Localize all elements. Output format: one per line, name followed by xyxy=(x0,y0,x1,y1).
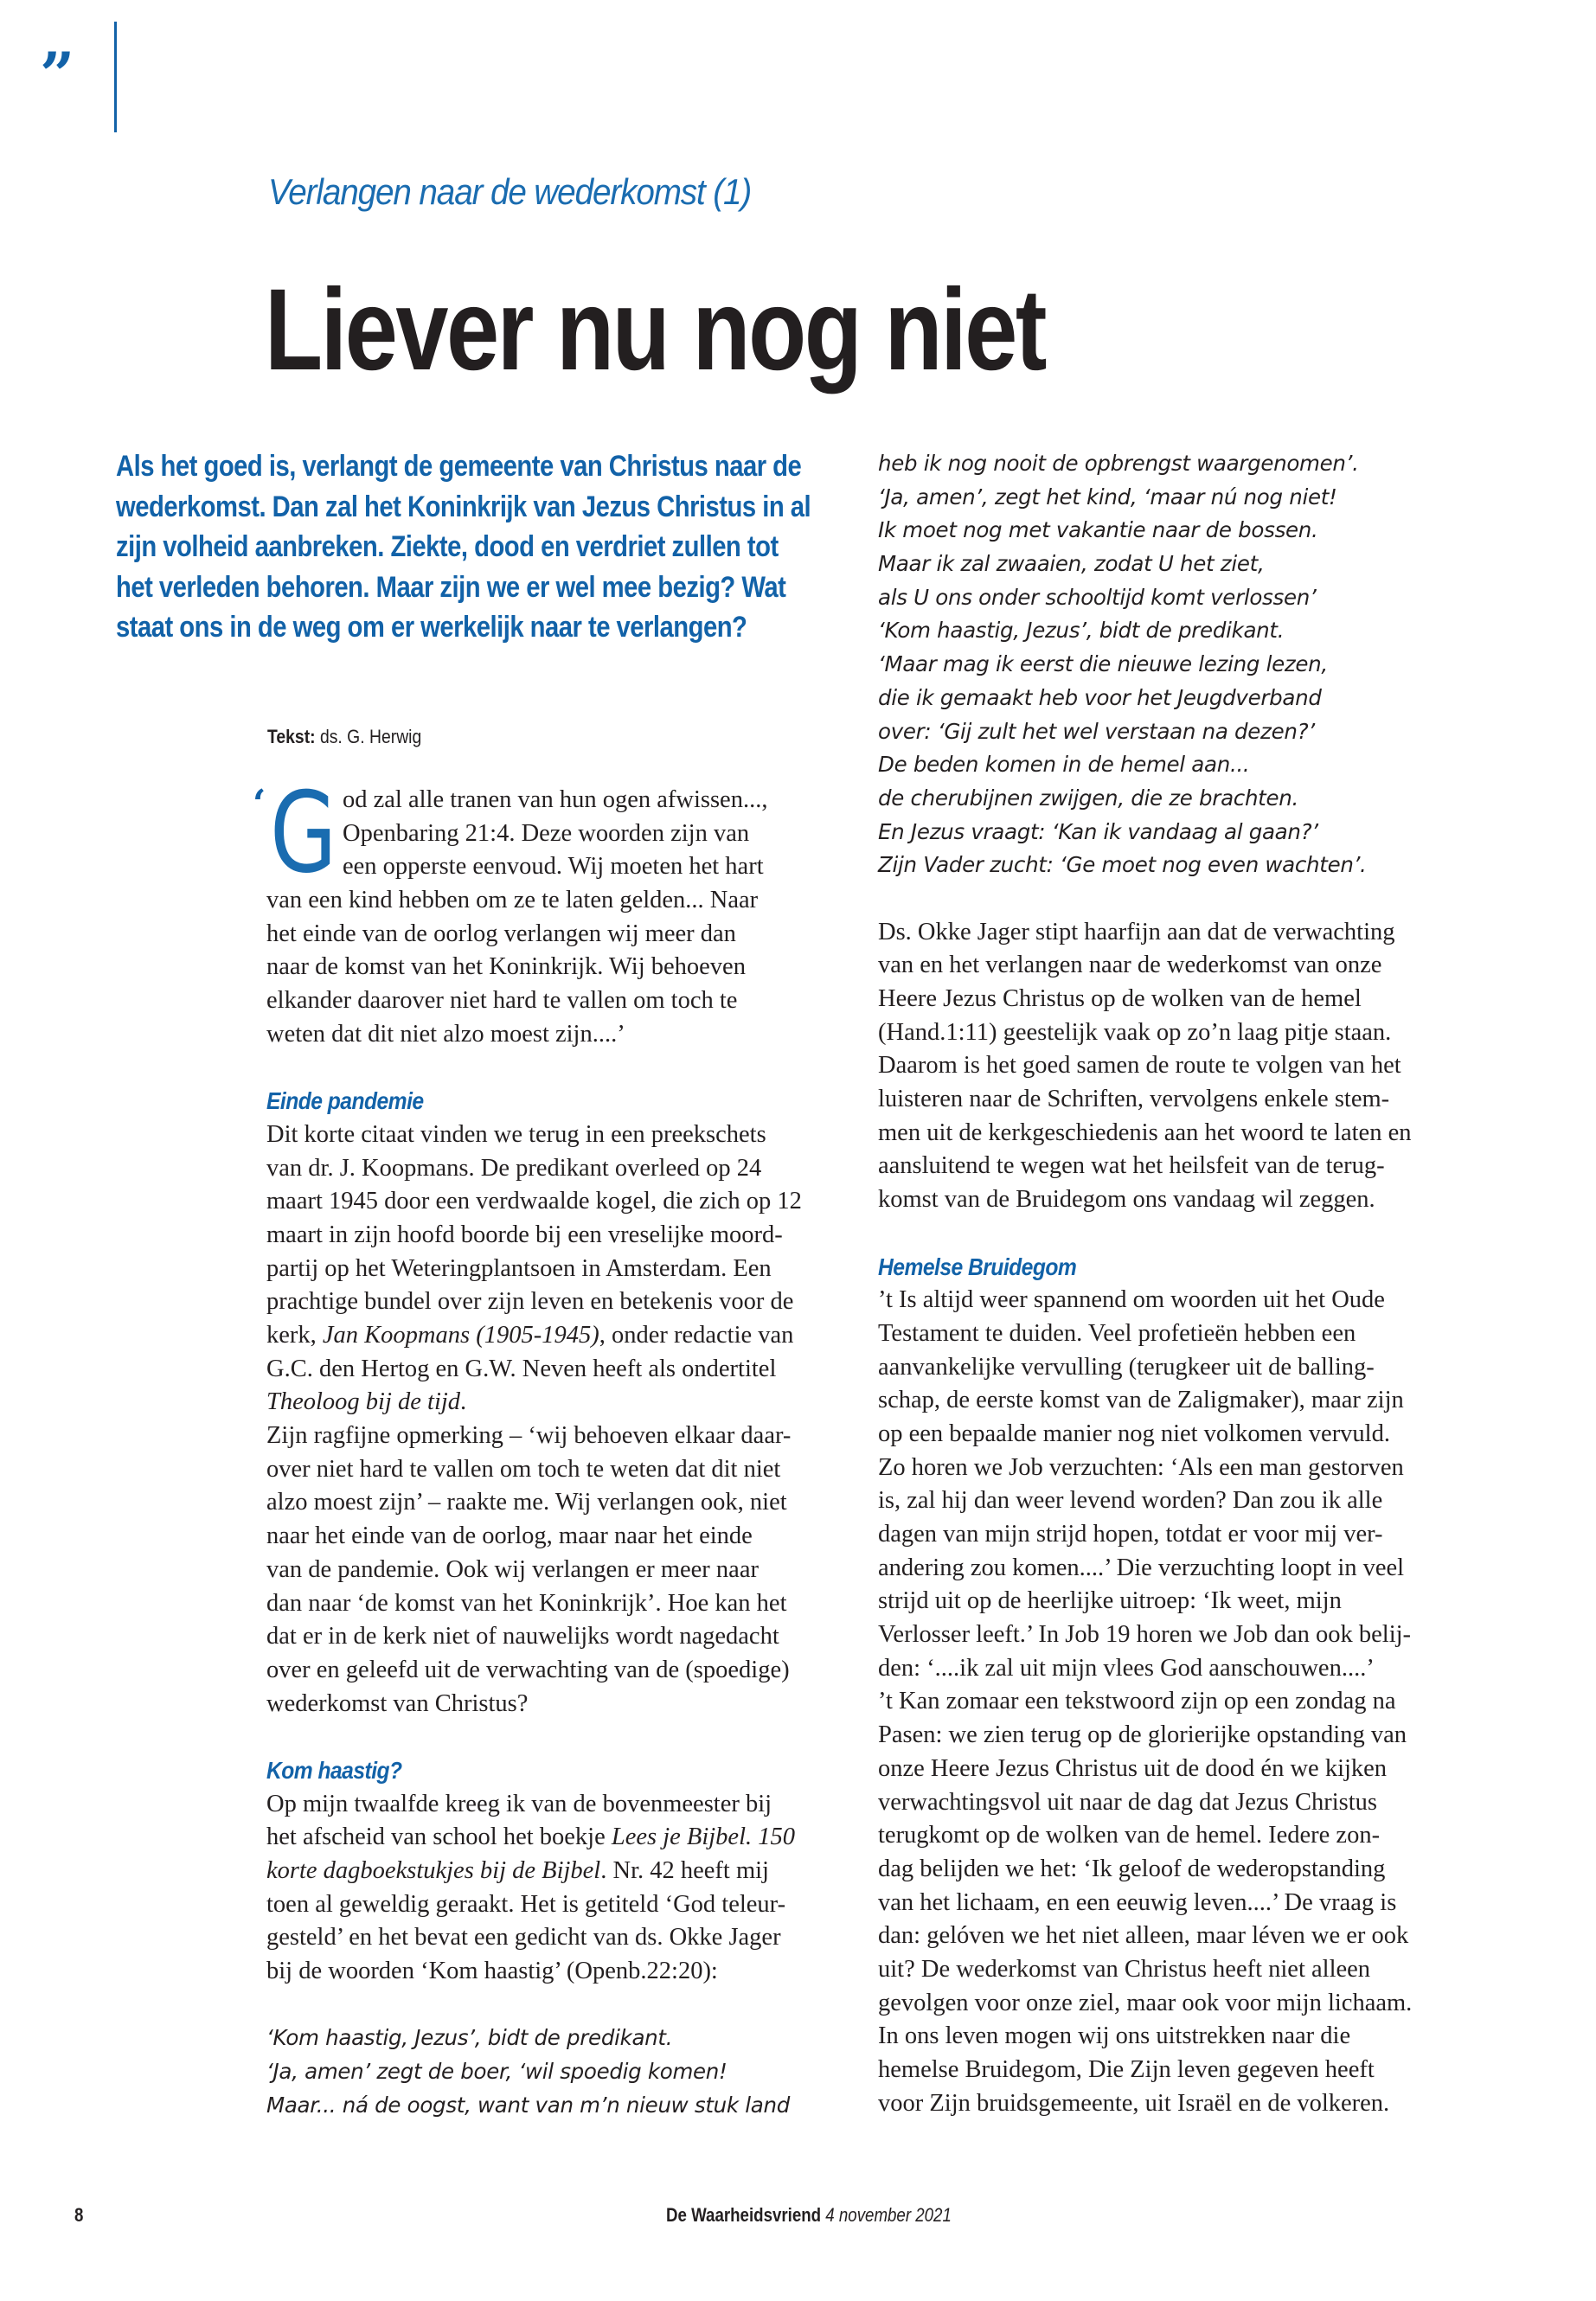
section-heading-hemelse-bruidegom: Hemelse Bruidegom xyxy=(878,1253,1077,1280)
body-line: aanvankelijke vervulling (terugkeer uit de balling- xyxy=(878,1353,1375,1381)
body-line: hemelse Bruidegom, Die Zijn leven gegeven heeft xyxy=(878,2056,1375,2083)
body-line: partij op het Weteringplantsoen in Amsterdam. Een xyxy=(266,1254,772,1282)
poem-line: de cherubijnen zwijgen, die ze brachten. xyxy=(878,785,1298,811)
poem-line: ‘Kom haastig, Jezus’, bidt de predikant. xyxy=(878,618,1285,644)
body-line: dan: gelóven we het niet alleen, maar léven we er ook xyxy=(878,1922,1409,1950)
spacer xyxy=(266,1721,820,1754)
body-line: komst van de Bruidegom ons vandaag wil zeggen. xyxy=(878,1186,1375,1214)
poem-line: De beden komen in de hemel aan... xyxy=(878,752,1250,778)
body-line: G.C. den Hertog en G.W. Neven heeft als ondertitel xyxy=(266,1355,777,1382)
body-line: Dit korte citaat vinden we terug in een preekschets xyxy=(266,1120,766,1148)
body-line: alzo moest zijn’ – raakte me. Wij verlangen ook, niet xyxy=(266,1489,787,1516)
text: , onder redactie van xyxy=(599,1322,794,1349)
body-line: op een bepaalde manier nog niet volkomen vervuld. xyxy=(878,1420,1390,1447)
body-line: het einde van de oorlog verlangen wij meer dan xyxy=(266,920,736,947)
body-line: maart in zijn hoofd boorde bij een vreselijke moord- xyxy=(266,1221,783,1248)
body-line: maart 1945 door een verdwaalde kogel, die zich op 12 xyxy=(266,1188,802,1215)
body-line: toen al geweldig geraakt. Het is getiteld ‘God teleur- xyxy=(266,1890,786,1918)
intro-line: het verleden behoren. Maar zijn we er wel mee bezig? Wat xyxy=(116,570,786,604)
body-line: luisteren naar de Schriften, vervolgens enkele stem- xyxy=(878,1086,1390,1113)
byline-author: ds. G. Herwig xyxy=(319,726,422,747)
body-line xyxy=(266,1319,820,1353)
body-line: van het lichaam, en een eeuwig leven....’ De vraag is xyxy=(878,1888,1397,1916)
body-line: Testament te duiden. Veel profetieën hebben een xyxy=(878,1319,1356,1347)
book-title: Jan Koopmans (1905-1945) xyxy=(322,1322,599,1349)
poem-line: Maar ik zal zwaaien, zodat U het ziet, xyxy=(878,551,1265,577)
book-subtitle: Theoloog bij de tijd xyxy=(266,1388,461,1416)
body-line: van en het verlangen naar de wederkomst van onze xyxy=(878,952,1382,979)
body-line: naar de komst van het Koninkrijk. Wij behoeven xyxy=(266,953,746,981)
right-column xyxy=(878,447,1440,2120)
body-line: uit? De wederkomst van Christus heeft niet alleen xyxy=(878,1955,1371,1983)
body-line: bij de woorden ‘Kom haastig’ (Openb.22:20): xyxy=(266,1958,718,1985)
body-line: Verlosser leeft.’ In Job 19 horen we Job dan ook belij- xyxy=(878,1621,1412,1649)
body-line: dan naar ‘de komst van het Koninkrijk’. Hoe kan het xyxy=(266,1589,787,1617)
body-line: weten dat dit niet alzo moest zijn....’ xyxy=(266,1020,625,1048)
body-line: dag belijden we het: ‘Ik geloof de wederopstanding xyxy=(878,1855,1386,1882)
publication-footer xyxy=(666,2204,952,2227)
body-line xyxy=(266,1821,820,1855)
opening-paragraph xyxy=(253,769,820,1052)
text: het afscheid van school het boekje xyxy=(266,1823,612,1851)
poem-line: Maar... ná de oogst, want van m’n nieuw stuk land xyxy=(266,2092,790,2118)
publication-date: 4 november 2021 xyxy=(825,2204,952,2226)
intro-line: zijn volheid aanbreken. Ziekte, dood en verdriet zullen tot xyxy=(116,530,779,563)
publication-name: De Waarheidsvriend xyxy=(666,2204,822,2226)
body-line: aansluitend te wegen wat het heilsfeit van de terug- xyxy=(878,1152,1385,1180)
poem-line: over: ‘Gij zult het wel verstaan na dezen?’ xyxy=(878,718,1315,744)
body-line: over en geleefd uit de verwachting van de (spoedige) xyxy=(266,1656,790,1683)
body-line: is, zal hij dan weer levend worden? Dan zou ik alle xyxy=(878,1487,1383,1515)
body-line xyxy=(266,1855,820,1888)
byline xyxy=(267,725,421,749)
body-line: van de pandemie. Ook wij verlangen er meer naar xyxy=(266,1555,759,1583)
body-line: andering zou komen....’ Die verzuchting loopt in veel xyxy=(878,1554,1405,1581)
poem-line: ‘Ja, amen’, zegt het kind, ‘maar nú nog niet! xyxy=(878,484,1337,510)
text: . Nr. 42 heeft mij xyxy=(600,1857,769,1884)
poem-line: Zijn Vader zucht: ‘Ge moet nog even wachten’. xyxy=(878,852,1367,878)
poem-line: ‘Kom haastig, Jezus’, bidt de predikant. xyxy=(266,2025,673,2051)
body-line: dat er in de kerk niet of nauwelijks wordt nagedacht xyxy=(266,1623,779,1650)
body-line: Heere Jezus Christus op de wolken van de hemel xyxy=(878,985,1362,1012)
body-line: Openbaring 21:4. Deze woorden zijn van xyxy=(343,819,750,847)
vertical-divider xyxy=(114,22,117,132)
body-line: onze Heere Jezus Christus uit de dood én we kijken xyxy=(878,1754,1388,1782)
body-line: Zo horen we Job verzuchten: ‘Als een man gestorven xyxy=(878,1453,1404,1481)
body-line: men uit de kerkgeschiedenis aan het woord te laten en xyxy=(878,1118,1412,1146)
body-line: wederkomst van Christus? xyxy=(266,1689,529,1717)
spacer xyxy=(266,1989,820,2022)
body-line: dagen van mijn strijd hopen, totdat er voor mij ver- xyxy=(878,1521,1383,1548)
poem-line: als U ons onder schooltijd komt verlossen’ xyxy=(878,584,1317,610)
spacer xyxy=(878,1217,1440,1251)
body-line: een opperste eenvoud. Wij moeten het hart xyxy=(343,853,764,881)
text: kerk, xyxy=(266,1322,323,1349)
intro-line: wederkomst. Dan zal het Koninkrijk van Jezus Christus in al xyxy=(116,490,811,523)
body-line: ’t Is altijd weer spannend om woorden uit het Oude xyxy=(878,1286,1385,1314)
body-line: terugkomt op de wolken van de hemel. Iedere zon- xyxy=(878,1822,1381,1849)
body-line: gesteld’ en het bevat een gedicht van ds. Okke Jager xyxy=(266,1924,781,1952)
poem-line: ‘Maar mag ik eerst die nieuwe lezing lezen, xyxy=(878,651,1328,677)
body-line: Zijn ragfijne opmerking – ‘wij behoeven elkaar daar- xyxy=(266,1422,792,1450)
drop-cap: G xyxy=(270,769,337,898)
body-line: prachtige bundel over zijn leven en betekenis voor de xyxy=(266,1288,794,1316)
byline-label: Tekst: xyxy=(267,726,316,747)
poem-line: die ik gemaakt heb voor het Jeugdverband xyxy=(878,684,1322,710)
spacer xyxy=(266,1052,820,1086)
body-line: Ds. Okke Jager stipt haarfijn aan dat de verwachting xyxy=(878,918,1395,945)
poem-line: En Jezus vraagt: ‘Kan ik vandaag al gaan?’ xyxy=(878,818,1318,844)
body-line: Pasen: we zien terug op de glorierijke opstanding van xyxy=(878,1721,1407,1749)
left-column xyxy=(253,769,820,2123)
opening-quote-mark: ‘ xyxy=(253,782,266,826)
body-line: ’t Kan zomaar een tekstwoord zijn op een zondag na xyxy=(878,1688,1396,1715)
body-line: strijd uit op de heerlijke uitroep: ‘Ik weet, mijn xyxy=(878,1587,1342,1615)
page-number: 8 xyxy=(74,2204,84,2226)
body-line: (Hand.1:11) geestelijk vaak op zo’n laag pitje staan. xyxy=(878,1018,1392,1046)
body-line: od zal alle tranen van hun ogen afwissen..., xyxy=(343,786,768,813)
article-intro xyxy=(116,446,830,648)
spacer xyxy=(878,882,1440,916)
body-line: verwachtingsvol uit naar de dag dat Jezus Christus xyxy=(878,1788,1377,1816)
poem-line: heb ik nog nooit de opbrengst waargenomen’. xyxy=(878,451,1359,476)
body-line: voor Zijn bruidsgemeente, uit Israël en de volkeren. xyxy=(878,2089,1390,2117)
body-line: naar het einde van de oorlog, maar naar het einde xyxy=(266,1522,753,1550)
intro-line: Als het goed is, verlangt de gemeente van Christus naar de xyxy=(116,450,802,483)
body-line xyxy=(266,1386,820,1420)
book-title: Lees je Bijbel. 150 xyxy=(611,1823,795,1851)
body-line: gevolgen voor onze ziel, maar ook voor mijn lichaam. xyxy=(878,1989,1413,2016)
article-title: Liever nu nog niet xyxy=(265,266,1045,394)
body-line: van dr. J. Koopmans. De predikant overleed op 24 xyxy=(266,1154,762,1182)
body-line: elkander daarover niet hard te vallen om toch te xyxy=(266,987,738,1015)
body-line: van een kind hebben om ze te laten gelden... Naar xyxy=(266,887,759,914)
body-line: over niet hard te vallen om toch te weten dat dit niet xyxy=(266,1455,781,1483)
intro-line: staat ons in de weg om er werkelijk naar te verlangen? xyxy=(116,611,747,644)
series-kicker: Verlangen naar de wederkomst (1) xyxy=(268,171,752,212)
body-line: den: ‘....ik zal uit mijn vlees God aanschouwen....’ xyxy=(878,1654,1375,1682)
body-line: Daarom is het goed samen de route te volgen van het xyxy=(878,1052,1401,1080)
poem-line: Ik moet nog met vakantie naar de bossen. xyxy=(878,517,1318,543)
body-line: In ons leven mogen wij ons uitstrekken naar die xyxy=(878,2022,1351,2050)
poem-line: ‘Ja, amen’ zegt de boer, ‘wil spoedig komen! xyxy=(266,2059,727,2085)
body-line: Op mijn twaalfde kreeg ik van de bovenmeester bij xyxy=(266,1790,772,1817)
book-title: korte dagboekstukjes bij de Bijbel xyxy=(266,1857,601,1884)
text: . xyxy=(460,1388,467,1416)
section-heading-kom-haastig: Kom haastig? xyxy=(266,1756,402,1784)
section-heading-einde-pandemie: Einde pandemie xyxy=(266,1087,424,1115)
body-line: schap, de eerste komst van de Zaligmaker), maar zijn xyxy=(878,1387,1404,1414)
quote-icon: ” xyxy=(40,39,68,111)
